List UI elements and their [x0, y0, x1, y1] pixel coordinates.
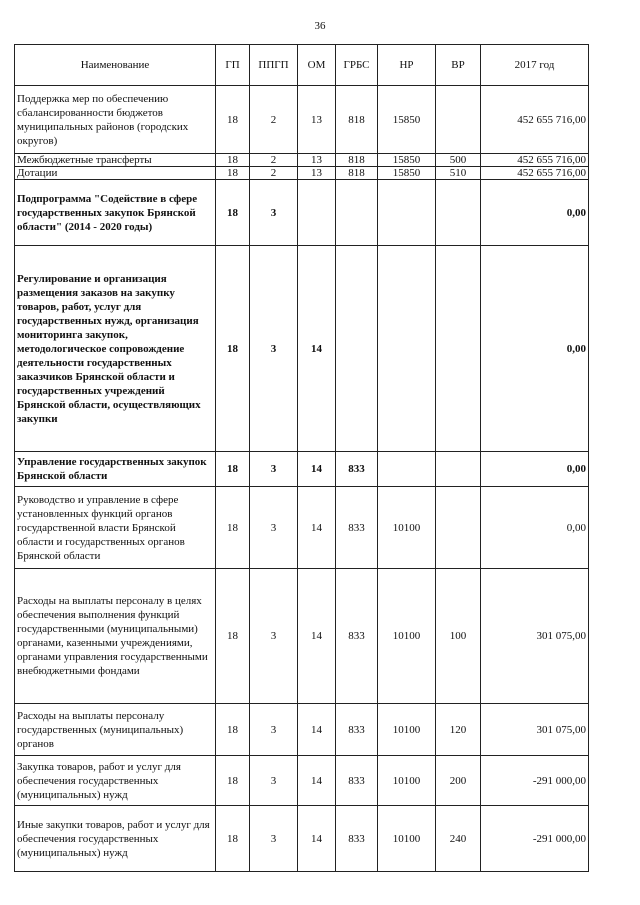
- table-row: [15, 86, 589, 154]
- row-nr: 15850: [378, 86, 436, 154]
- row-nr: 10100: [378, 487, 436, 569]
- row-vr: [436, 246, 481, 452]
- row-ppgp: 3: [250, 756, 298, 806]
- row-ppgp: 3: [250, 806, 298, 872]
- column-header-om: ОМ: [298, 45, 336, 86]
- row-om: 13: [298, 167, 336, 180]
- row-name: Дотации: [15, 167, 216, 180]
- row-vr: [436, 487, 481, 569]
- row-vr: 500: [436, 154, 481, 167]
- row-ppgp: 3: [250, 180, 298, 246]
- row-gp: 18: [216, 452, 250, 487]
- table-header-row: [15, 45, 589, 86]
- row-grbs: 833: [336, 569, 378, 704]
- row-amount: 301 075,00: [481, 569, 589, 704]
- column-header-gp: ГП: [216, 45, 250, 86]
- column-header-nr: НР: [378, 45, 436, 86]
- column-header-ppgp: ППГП: [250, 45, 298, 86]
- row-om: 14: [298, 806, 336, 872]
- row-gp: 18: [216, 86, 250, 154]
- row-ppgp: 2: [250, 86, 298, 154]
- row-vr: [436, 180, 481, 246]
- row-grbs: 833: [336, 487, 378, 569]
- column-header-year: 2017 год: [481, 45, 589, 86]
- row-gp: 18: [216, 167, 250, 180]
- row-om: [298, 180, 336, 246]
- row-gp: 18: [216, 487, 250, 569]
- row-amount: 0,00: [481, 487, 589, 569]
- row-gp: 18: [216, 246, 250, 452]
- table-row: [15, 167, 589, 180]
- row-om: 14: [298, 452, 336, 487]
- row-ppgp: 3: [250, 246, 298, 452]
- row-ppgp: 3: [250, 487, 298, 569]
- row-grbs: [336, 180, 378, 246]
- column-header-vr: ВР: [436, 45, 481, 86]
- row-name: Поддержка мер по обеспечению сбалансированности бюджетов муниципальных районов (городских округов): [15, 86, 216, 154]
- row-nr: 10100: [378, 806, 436, 872]
- row-nr: 15850: [378, 154, 436, 167]
- row-amount: 301 075,00: [481, 704, 589, 756]
- row-om: 14: [298, 487, 336, 569]
- column-header-name: Наименование: [15, 45, 216, 86]
- row-nr: 10100: [378, 704, 436, 756]
- row-gp: 18: [216, 180, 250, 246]
- budget-table: [14, 44, 589, 872]
- row-om: 14: [298, 704, 336, 756]
- row-om: 13: [298, 86, 336, 154]
- table-row: [15, 487, 589, 569]
- row-grbs: 833: [336, 756, 378, 806]
- row-nr: 10100: [378, 569, 436, 704]
- row-amount: 0,00: [481, 180, 589, 246]
- row-ppgp: 2: [250, 154, 298, 167]
- row-nr: 15850: [378, 167, 436, 180]
- table-row: [15, 756, 589, 806]
- row-vr: [436, 452, 481, 487]
- row-vr: 240: [436, 806, 481, 872]
- row-grbs: 833: [336, 704, 378, 756]
- row-amount: 0,00: [481, 246, 589, 452]
- row-name: Межбюджетные трансферты: [15, 154, 216, 167]
- page-number: 36: [314, 20, 326, 32]
- row-vr: 100: [436, 569, 481, 704]
- row-grbs: 818: [336, 167, 378, 180]
- row-ppgp: 3: [250, 569, 298, 704]
- row-name: Иные закупки товаров, работ и услуг для обеспечения государственных (муниципальных) нужд: [15, 806, 216, 872]
- row-name: Подпрограмма "Содействие в сфере государственных закупок Брянской области" (2014 - 2020 годы): [15, 180, 216, 246]
- row-name: Регулирование и организация размещения заказов на закупку товаров, работ, услуг для государственных нужд, организация мониторинга закупок, методологическое сопровождение деятельности государственных заказчиков Брянской области и государственных учреждений Брянской области, осуществляющих закупки: [15, 246, 216, 452]
- row-gp: 18: [216, 154, 250, 167]
- row-gp: 18: [216, 756, 250, 806]
- row-om: 13: [298, 154, 336, 167]
- row-name: Расходы на выплаты персоналу в целях обеспечения выполнения функций государственными (муниципальными) органами, казенными учреждениями, органами управления государственными внебюджетными фондами: [15, 569, 216, 704]
- row-vr: 200: [436, 756, 481, 806]
- row-gp: 18: [216, 569, 250, 704]
- row-om: 14: [298, 756, 336, 806]
- row-amount: 452 655 716,00: [481, 167, 589, 180]
- row-grbs: 833: [336, 452, 378, 487]
- row-vr: [436, 86, 481, 154]
- table-row: [15, 569, 589, 704]
- row-nr: [378, 180, 436, 246]
- row-ppgp: 2: [250, 167, 298, 180]
- row-name: Закупка товаров, работ и услуг для обеспечения государственных (муниципальных) нужд: [15, 756, 216, 806]
- row-ppgp: 3: [250, 704, 298, 756]
- row-name: Руководство и управление в сфере установленных функций органов государственной власти Брянской области и государственных органов Брянской области: [15, 487, 216, 569]
- row-nr: [378, 452, 436, 487]
- row-name: Расходы на выплаты персоналу государственных (муниципальных) органов: [15, 704, 216, 756]
- row-vr: 120: [436, 704, 481, 756]
- row-amount: -291 000,00: [481, 756, 589, 806]
- table-row: [15, 246, 589, 452]
- row-grbs: 818: [336, 86, 378, 154]
- row-amount: 0,00: [481, 452, 589, 487]
- table-row: [15, 180, 589, 246]
- row-gp: 18: [216, 806, 250, 872]
- row-name: Управление государственных закупок Брянской области: [15, 452, 216, 487]
- row-vr: 510: [436, 167, 481, 180]
- table-row: [15, 806, 589, 872]
- row-ppgp: 3: [250, 452, 298, 487]
- row-gp: 18: [216, 704, 250, 756]
- table-row: [15, 154, 589, 167]
- row-om: 14: [298, 246, 336, 452]
- row-grbs: 833: [336, 806, 378, 872]
- row-om: 14: [298, 569, 336, 704]
- column-header-grbs: ГРБС: [336, 45, 378, 86]
- row-amount: 452 655 716,00: [481, 86, 589, 154]
- table-row: [15, 704, 589, 756]
- row-amount: 452 655 716,00: [481, 154, 589, 167]
- row-grbs: [336, 246, 378, 452]
- row-nr: [378, 246, 436, 452]
- row-amount: -291 000,00: [481, 806, 589, 872]
- row-nr: 10100: [378, 756, 436, 806]
- table-row: [15, 452, 589, 487]
- row-grbs: 818: [336, 154, 378, 167]
